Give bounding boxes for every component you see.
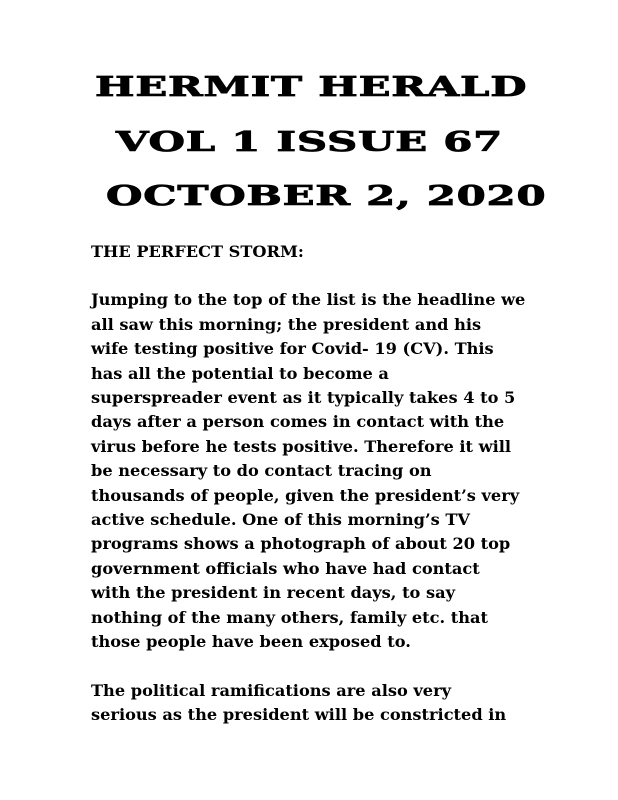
text-line: superspreader event as it typically takes 4 to 5 [91,388,516,408]
text-line: with the president in recent days, to say [91,583,455,603]
text-line: programs shows a photograph of about 20 top [91,534,511,554]
text-line: government officials who have had contact [91,558,480,578]
text-line: those people have been exposed to. [91,632,411,652]
text-line: has all the potential to become a [91,363,389,383]
text-line: thousands of people, given the president’s very [91,485,520,505]
masthead-issue: VOL 1 ISSUE 67 [116,127,504,158]
text-line: nothing of the many others, family etc. that [91,607,488,627]
text-line: all saw this morning; the president and his [91,314,482,334]
text-line: active schedule. One of this morning’s TV [91,510,470,530]
article-paragraph [91,288,551,654]
text-line: serious as the president will be constricted in [91,704,507,724]
article-body [91,240,551,751]
text-line: be necessary to do contact tracing on [91,461,432,481]
text-line: Jumping to the top of the list is the headline we [91,290,526,310]
text-line: days after a person comes in contact with the [91,412,505,432]
text-line: wife testing positive for Covid- 19 (CV). This [91,339,494,359]
masthead-date: OCTOBER 2, 2020 [106,181,547,212]
masthead-title: HERMIT HERALD [95,72,528,103]
article-headline: THE PERFECT STORM: [91,242,304,261]
article-paragraph [91,679,551,728]
text-line: The political ramifications are also very [91,680,452,700]
text-line: virus before he tests positive. Therefore it will [91,436,512,456]
